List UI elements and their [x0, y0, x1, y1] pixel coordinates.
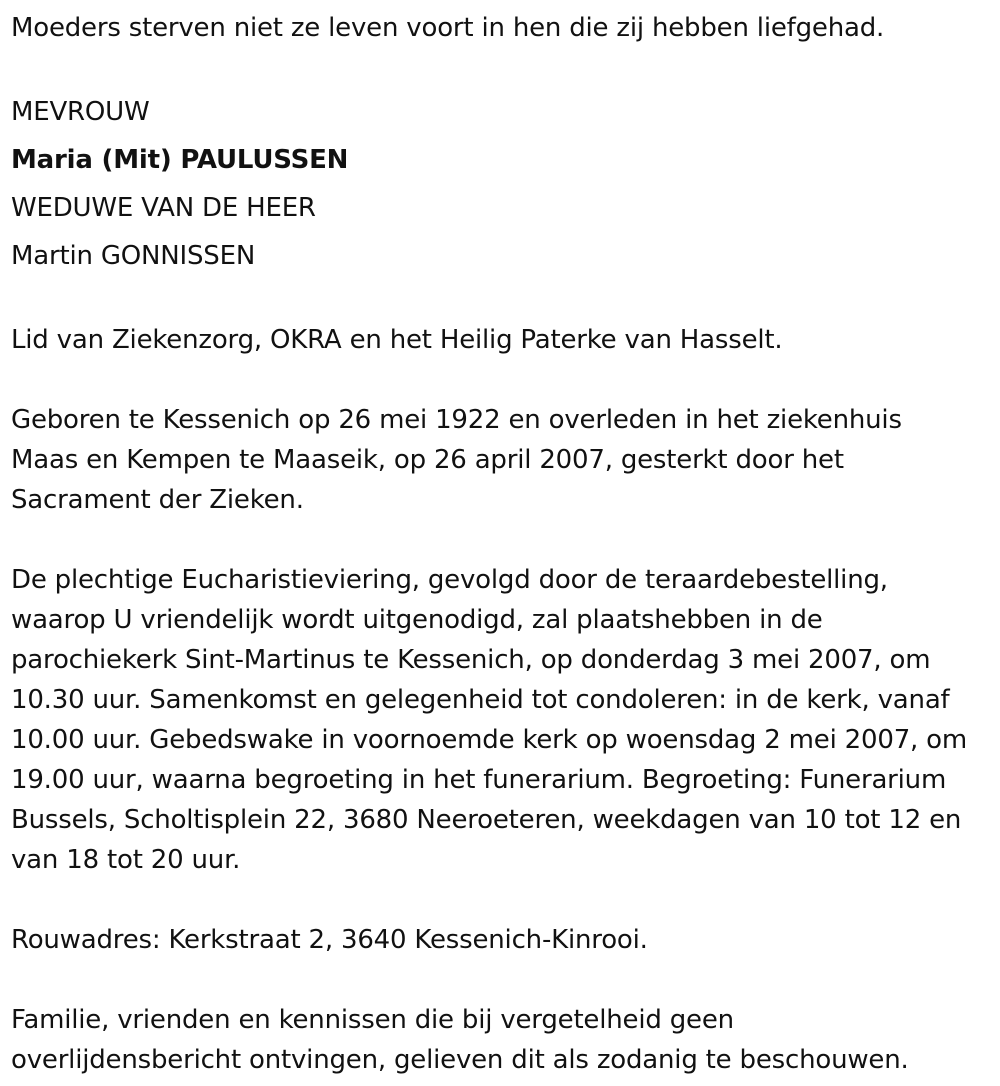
paragraph-line: overlijdensbericht ontvingen, gelieven dit als zodanig te beschouwen. — [11, 1045, 909, 1075]
paragraph-line: Sacrament der Zieken. — [11, 485, 304, 515]
paragraph-line: 10.30 uur. Samenkomst en gelegenheid tot condoleren: in de kerk, vanaf — [11, 685, 950, 715]
paragraph-line: waarop U vriendelijk wordt uitgenodigd, zal plaatshebben in de — [11, 605, 823, 635]
spacer — [11, 360, 991, 400]
mourning-address: Rouwadres: Kerkstraat 2, 3640 Kessenich-Kinrooi. — [11, 925, 648, 955]
spacer — [11, 48, 991, 88]
paragraph-line: parochiekerk Sint-Martinus te Kessenich, op donderdag 3 mei 2007, om — [11, 645, 931, 675]
spacer — [11, 520, 991, 560]
title-prefix: MEVROUW — [11, 97, 150, 127]
paragraph-line: Geboren te Kessenich op 26 mei 1922 en overleden in het ziekenhuis — [11, 405, 902, 435]
paragraph-line: De plechtige Eucharistieviering, gevolgd door de teraardebestelling, — [11, 565, 888, 595]
spacer — [11, 960, 991, 1000]
relation-line: WEDUWE VAN DE HEER — [11, 193, 316, 223]
spacer — [11, 880, 991, 920]
paragraph-line: Maas en Kempen te Maaseik, op 26 april 2007, gesterkt door het — [11, 445, 844, 475]
paragraph-line: 19.00 uur, waarna begroeting in het funerarium. Begroeting: Funerarium — [11, 765, 947, 795]
paragraph-line: van 18 tot 20 uur. — [11, 845, 241, 875]
membership-line: Lid van Ziekenzorg, OKRA en het Heilig Paterke van Hasselt. — [11, 325, 783, 355]
motto: Moeders sterven niet ze leven voort in hen die zij hebben liefgehad. — [11, 13, 885, 43]
deceased-name: Maria (Mit) PAULUSSEN — [11, 145, 349, 175]
paragraph-line: 10.00 uur. Gebedswake in voornoemde kerk op woensdag 2 mei 2007, om — [11, 725, 968, 755]
birth-death-paragraph — [11, 400, 991, 520]
spouse-name: Martin GONNISSEN — [11, 241, 256, 271]
spacer — [11, 280, 991, 320]
obituary-notice — [11, 8, 991, 1080]
paragraph-line: Bussels, Scholtisplein 22, 3680 Neeroeteren, weekdagen van 10 tot 12 en — [11, 805, 962, 835]
paragraph-line: Familie, vrienden en kennissen die bij vergetelheid geen — [11, 1005, 734, 1035]
closing-paragraph — [11, 1000, 991, 1080]
ceremony-paragraph — [11, 560, 991, 880]
